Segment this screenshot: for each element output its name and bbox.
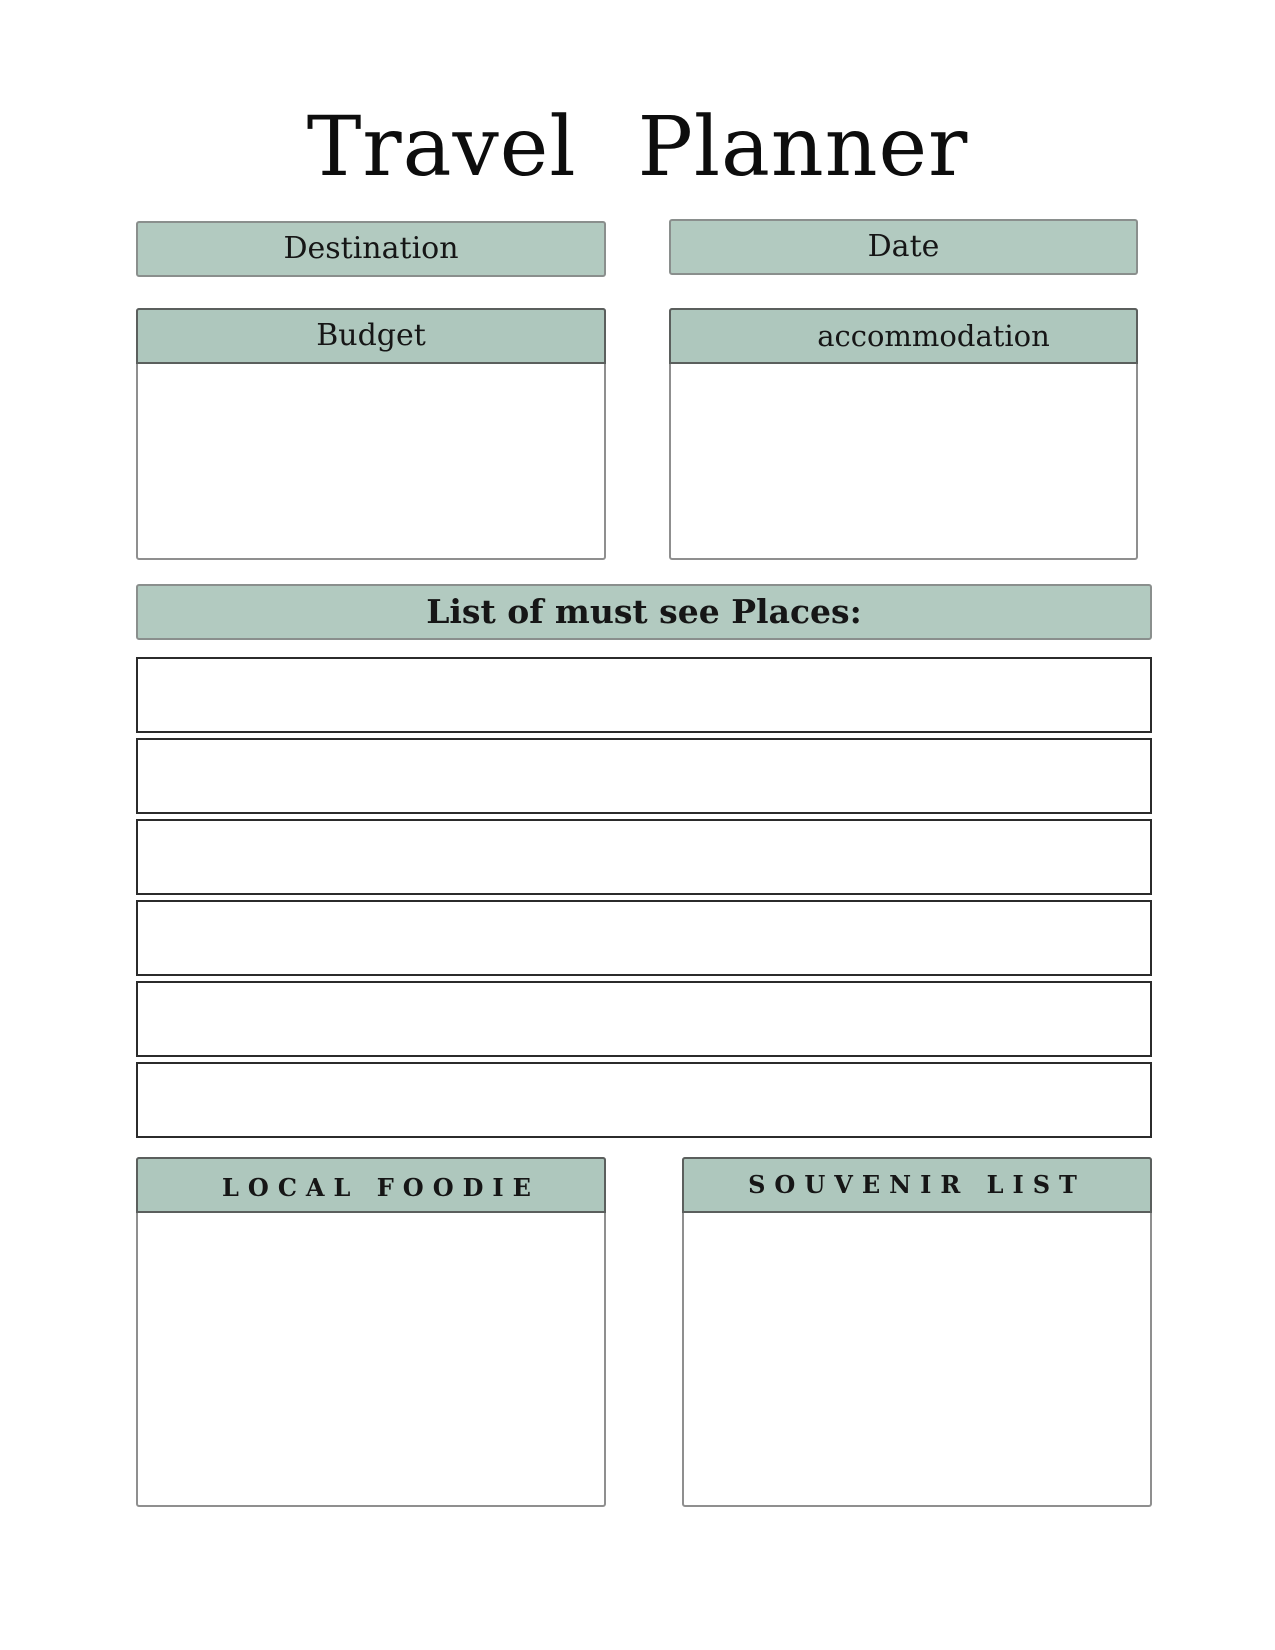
- must-see-places-header: [136, 584, 1152, 640]
- budget-label: Budget: [316, 318, 426, 353]
- souvenir-list-label: SOUVENIR LIST: [748, 1170, 1086, 1199]
- destination-label: Destination: [283, 231, 459, 266]
- destination-field[interactable]: [136, 221, 606, 277]
- souvenir-list-header: [682, 1157, 1152, 1213]
- must-see-place-row-3[interactable]: [136, 819, 1152, 895]
- must-see-place-row-1[interactable]: [136, 657, 1152, 733]
- accommodation-label: accommodation: [817, 319, 1050, 353]
- date-field[interactable]: [669, 219, 1138, 275]
- souvenir-list-writing-area[interactable]: [684, 1213, 1150, 1505]
- title-word-planner: Planner: [637, 100, 969, 195]
- local-foodie-writing-area[interactable]: [138, 1213, 604, 1505]
- local-foodie-label: LOCAL FOODIE: [222, 1173, 540, 1202]
- must-see-place-row-5[interactable]: [136, 981, 1152, 1057]
- must-see-place-row-2[interactable]: [136, 738, 1152, 814]
- date-label: Date: [867, 229, 940, 264]
- must-see-place-row-4[interactable]: [136, 900, 1152, 976]
- accommodation-box: [669, 308, 1138, 560]
- budget-writing-area[interactable]: [138, 364, 604, 558]
- page-title: [0, 98, 1275, 198]
- accommodation-header: [669, 308, 1138, 364]
- must-see-place-row-6[interactable]: [136, 1062, 1152, 1138]
- local-foodie-header: [136, 1157, 606, 1213]
- must-see-places-label: List of must see Places:: [426, 592, 862, 631]
- accommodation-writing-area[interactable]: [671, 364, 1136, 558]
- budget-box: [136, 308, 606, 560]
- local-foodie-box: [136, 1157, 606, 1507]
- souvenir-list-box: [682, 1157, 1152, 1507]
- title-word-travel: Travel: [306, 100, 577, 195]
- budget-header: [136, 308, 606, 364]
